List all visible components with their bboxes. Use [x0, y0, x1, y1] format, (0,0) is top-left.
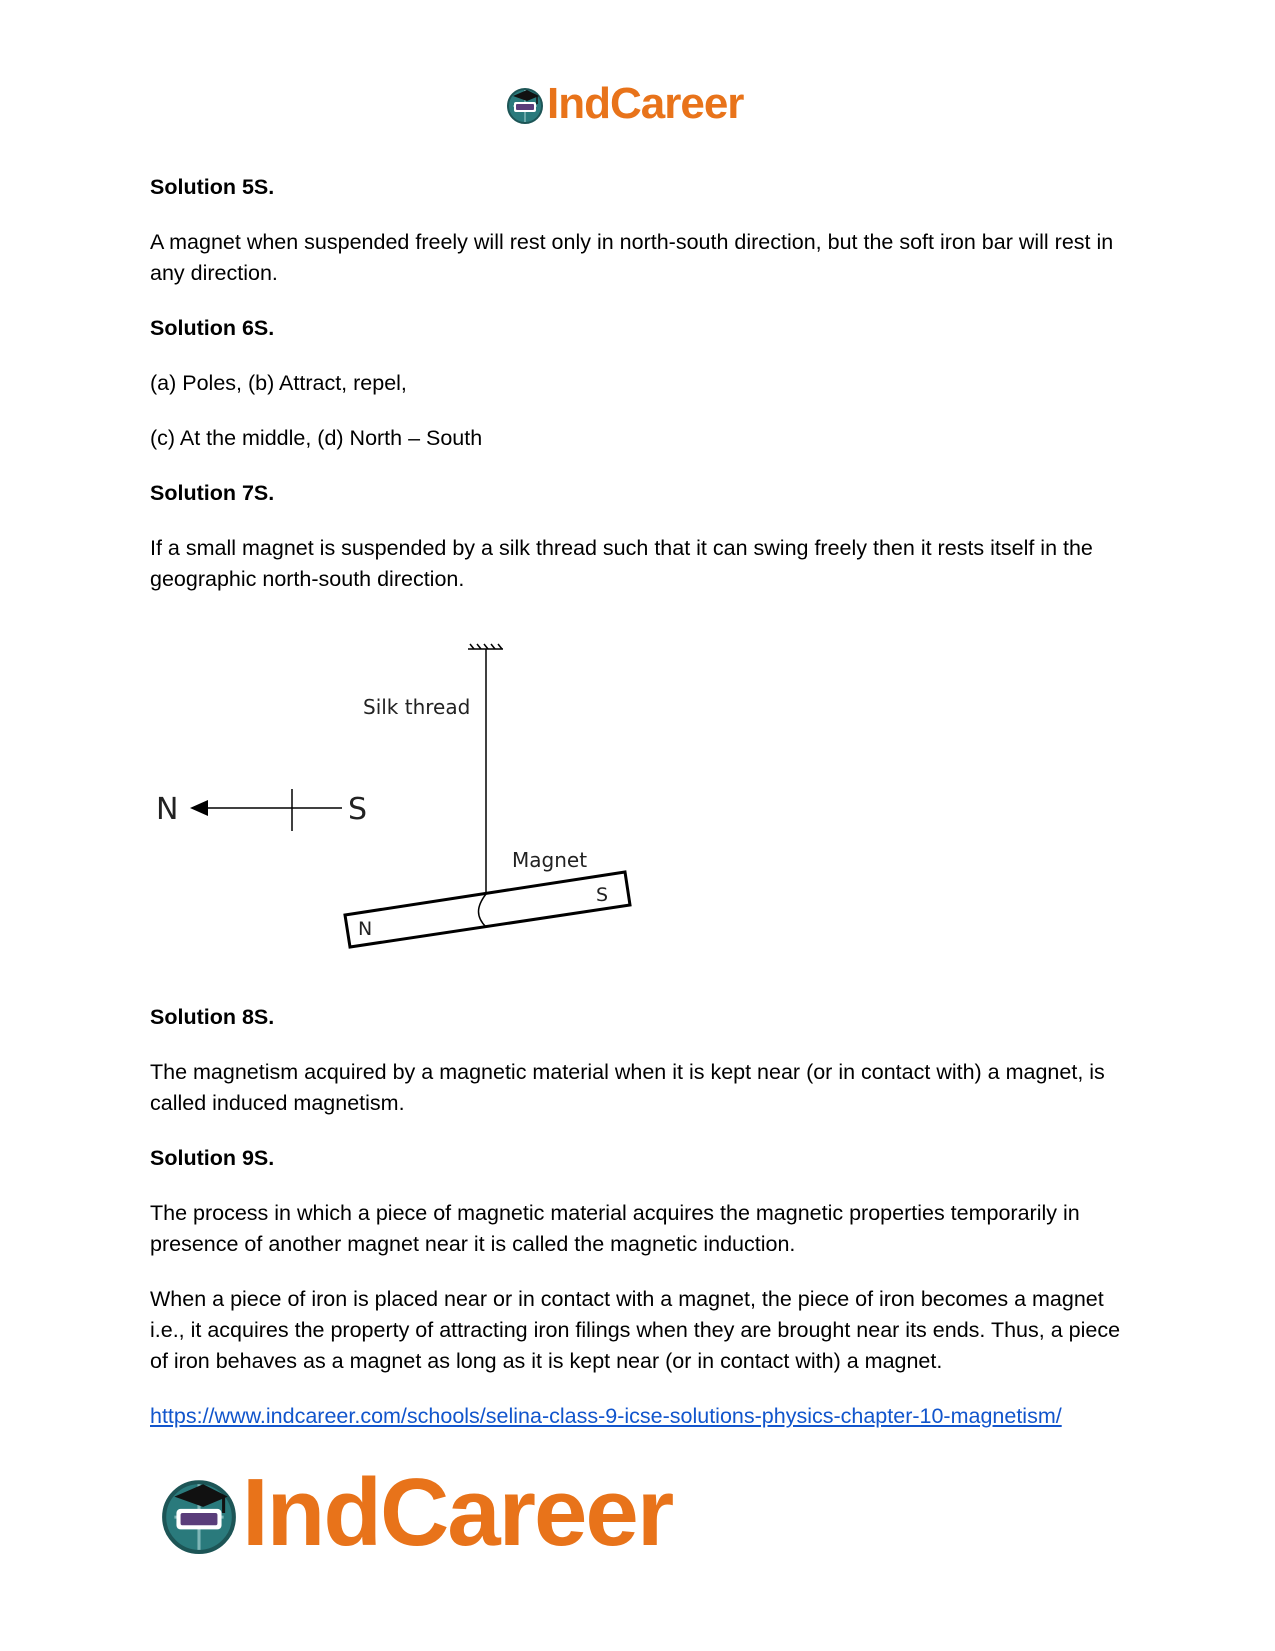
- bar-magnet: [345, 872, 630, 947]
- logo-globe-icon: [505, 84, 545, 124]
- solution-text: A magnet when suspended freely will rest only in north-south direction, but the soft iron bar will rest in any direction.: [150, 230, 1114, 285]
- magnet-label: Magnet: [512, 848, 588, 872]
- solution-text: (c) At the middle, (d) North – South: [150, 426, 483, 450]
- solution-text: The process in which a piece of magnetic material acquires the magnetic properties temporarily in presence of another magnet near it is called the magnetic induction.: [150, 1201, 1080, 1256]
- magnet-north-label: N: [358, 918, 373, 940]
- solution-text: (a) Poles, (b) Attract, repel,: [150, 371, 407, 395]
- solution-text: The magnetism acquired by a magnetic material when it is kept near (or in contact with) a magnet, is called induced magnetism.: [150, 1060, 1105, 1115]
- magnet-south-label: S: [596, 884, 609, 906]
- logo-globe-icon: [158, 1472, 240, 1554]
- solution-heading: Solution 9S.: [150, 1146, 275, 1170]
- solution-text: When a piece of iron is placed near or in contact with a magnet, the piece of iron becomes a magnet i.e., it acquires the property of attracting iron filings when they are brought near its ends. Thus, a piece of iron behaves as a magnet as long as it is kept near (or in contact with) a magnet.: [150, 1287, 1121, 1373]
- direction-north-label: N: [156, 792, 179, 827]
- ceiling-support: [468, 644, 503, 649]
- solution-heading: Solution 6S.: [150, 316, 275, 340]
- footer-logo: [158, 1459, 673, 1566]
- solution-heading: Solution 5S.: [150, 175, 275, 199]
- arrow-head: [190, 800, 208, 816]
- solution-heading: Solution 7S.: [150, 481, 275, 505]
- footer-logo-text: IndCareer: [242, 1459, 673, 1566]
- header-logo: [505, 78, 743, 130]
- silk-thread-label: Silk thread: [363, 695, 471, 719]
- solution-heading: Solution 8S.: [150, 1005, 275, 1029]
- solution-text: If a small magnet is suspended by a silk thread such that it can swing freely then it rests itself in the geographic north-south direction.: [150, 536, 1093, 591]
- direction-south-label: S: [348, 792, 368, 827]
- header-logo-text: IndCareer: [547, 79, 744, 128]
- page-content: [150, 172, 1130, 1432]
- suspended-magnet-diagram: [150, 619, 1130, 974]
- source-link[interactable]: https://www.indcareer.com/schools/selina-class-9-icse-solutions-physics-chapter-10-magnetism/: [150, 1404, 1062, 1428]
